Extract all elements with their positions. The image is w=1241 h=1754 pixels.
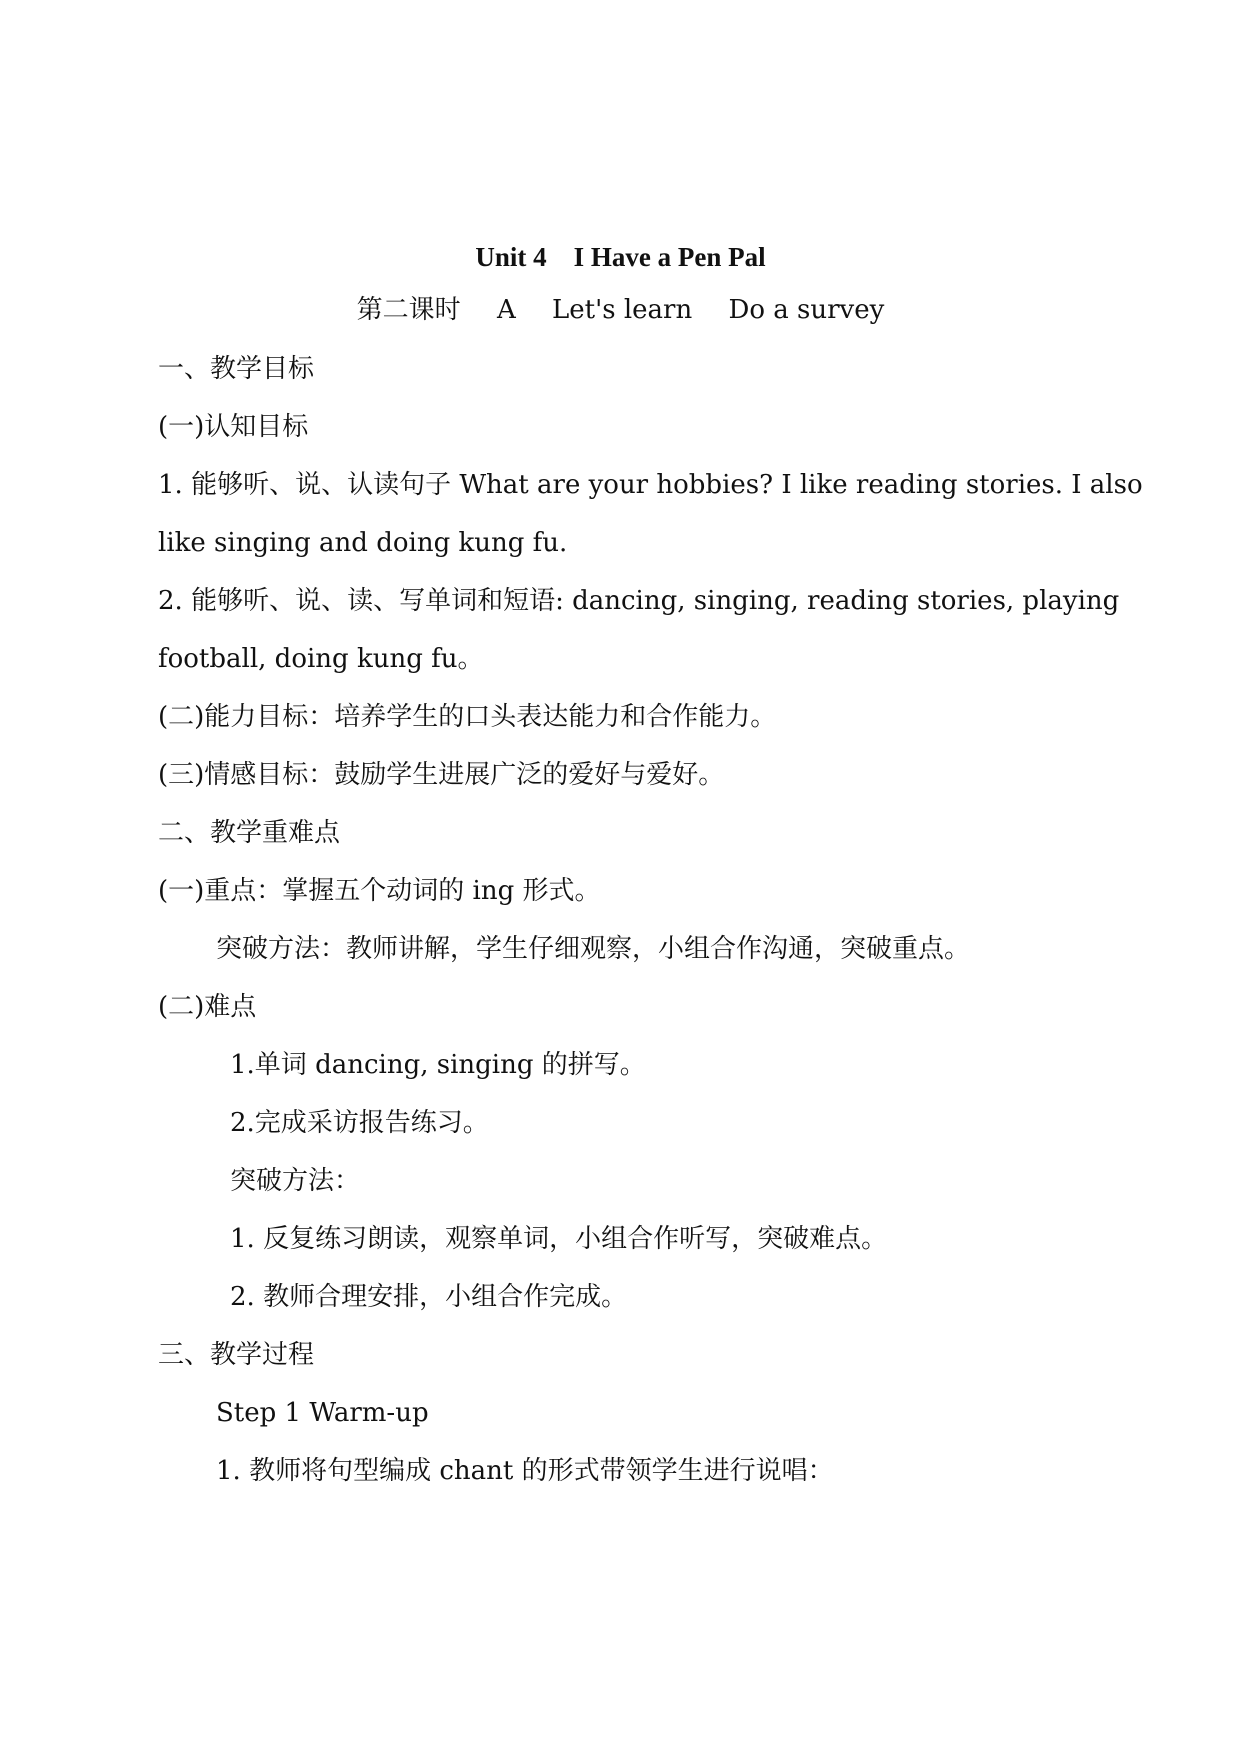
list-item: 1. 反复练习朗读，观察单词，小组合作听写，突破难点。 xyxy=(230,1224,888,1254)
list-item: 1. 教师将句型编成 chant 的形式带领学生进行说唱： xyxy=(216,1456,834,1486)
paragraph-line: football, doing kung fu。 xyxy=(158,644,484,674)
paragraph-line: 突破方法：教师讲解，学生仔细观察，小组合作沟通，突破重点。 xyxy=(216,934,971,964)
list-item: 2.完成采访报告练习。 xyxy=(230,1108,489,1138)
paragraph-line: 突破方法： xyxy=(230,1166,361,1196)
heading-process: 三、教学过程 xyxy=(158,1340,315,1370)
heading-objectives: 一、教学目标 xyxy=(158,354,315,384)
paragraph-line: like singing and doing kung fu. xyxy=(158,528,568,558)
step-heading: Step 1 Warm-up xyxy=(216,1398,429,1428)
document-subtitle xyxy=(0,293,1241,327)
list-item: 2. 教师合理安排，小组合作完成。 xyxy=(230,1282,628,1312)
subtitle-lesson: 第二课时 xyxy=(356,295,461,325)
heading-key-points: 二、教学重难点 xyxy=(158,818,341,848)
list-item: 1.单词 dancing, singing 的拼写。 xyxy=(230,1050,646,1080)
subheading-ability: (二)能力目标：培养学生的口头表达能力和合作能力。 xyxy=(158,702,777,732)
subtitle-section-2: Do a survey xyxy=(728,295,885,325)
paragraph-line: 1. 能够听、说、认读句子 What are your hobbies? I like reading stories. I also xyxy=(158,470,1143,500)
subheading-emotion: (三)情感目标：鼓励学生进展广泛的爱好与爱好。 xyxy=(158,760,725,790)
subheading-focus: (一)重点：掌握五个动词的 ing 形式。 xyxy=(158,876,601,906)
subtitle-section-1: Let's learn xyxy=(552,295,693,325)
subheading-cognitive: (一)认知目标 xyxy=(158,412,309,442)
subheading-difficulty: (二)难点 xyxy=(158,992,257,1022)
subtitle-part: A xyxy=(496,295,516,325)
paragraph-line: 2. 能够听、说、读、写单词和短语: dancing, singing, reading stories, playing xyxy=(158,586,1120,616)
document-title: Unit 4 I Have a Pen Pal xyxy=(475,242,766,272)
